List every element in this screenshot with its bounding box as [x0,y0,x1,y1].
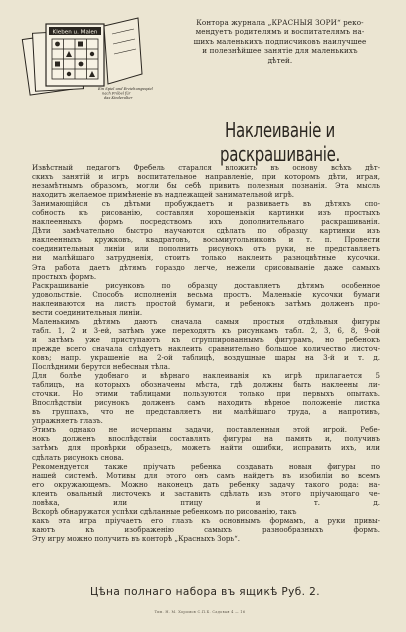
body-line: ловѣка, или птицу и т. д. [32,497,380,507]
printer-imprint: Тип. Н. М. Хоромов С.П.Б. Садовая 4 — 16 [154,610,246,614]
body-line: Вскорѣ обнаружатся успѣхи сдѣланные ребенкомъ по рисованію, такъ [32,506,297,516]
body-line: табл. 1, 2 и 3-ей, затѣмъ уже переходятъ къ рисункамъ табл. 2, 3, 6, 8, 9-ой [32,325,380,335]
body-line: Раскрашиваніе рисунковъ по образцу доставляетъ дѣтямъ особенное [32,280,380,290]
body-line: упражняетъ глазъ. [32,416,103,426]
body-line: находитъ желаемое примѣненіе въ надлежащей занимательной игрѣ. [32,190,294,200]
announcement [170,18,390,65]
body-line: Занимающійся съ дѣтьми пробуждаетъ и развиваетъ въ дѣтяхъ спо- [32,199,380,209]
body-line: Дѣти замѣчательно быстро научаются сдѣлать по образцу картинки изъ [32,226,380,236]
page-title: Наклеиваніе и раскрашиваніе. [219,118,340,167]
body-line: затѣмъ для провѣрки образецъ, можетъ найти ошибки, исправить ихъ, или [32,443,380,453]
body-line: и затѣмъ уже приступаютъ къ сгруппированнымъ фигурамъ, но ребенокъ [32,334,380,344]
body-line: Рекомендуется также пріучать ребенка создавать новыя фигуры по [32,461,380,471]
body-line: какъ эта игра пріучаетъ его глазъ къ основнымъ формамъ, а руки привы- [32,515,380,525]
body-line: клеить овальный листочекъ и заставить сдѣлать изъ этого пріучающаго че- [32,488,380,498]
body-line: ни малѣйшаго затрудненія, стоитъ только наклеить разноцвѣтные кусочки. [32,253,380,263]
body-line: его окружающемъ. Можно наконецъ дать ребенку задачу такого рода: на- [32,479,380,489]
announcement-line: мендуетъ родителямъ и воспитателямъ на- [195,27,365,37]
body-line: сдѣлать рисунокъ снова. [32,452,124,462]
body-line: собность къ рисованію, составляя хорошенькія картинки изъ простыхъ [32,208,380,218]
body-line: каютъ къ изображенію самыхъ разнообразныхъ формъ. [32,524,380,534]
announcement-line: Контора журнала „КРАСНЫЯ ЗОРИ“ реко- [196,18,364,27]
announcement-line: дѣтей. [267,55,293,65]
body-line: незамѣтнымъ образомъ, могли бы себѣ привить полезныя познанія. Эта мысль [32,181,380,191]
body-line: нашей системѣ. Мотивы для этого онъ самъ найдетъ въ изобиліи во всемъ [32,470,380,480]
body-line: наклеиваются на листъ простой бумаги, и ребенокъ затѣмъ долженъ про- [32,298,380,308]
body-line: нокъ долженъ впослѣдствіи составлять фигуры на память и, получивъ [32,434,380,444]
body-line: Эту игру можно получить въ конторѣ „Красныхъ Зорь“. [32,533,241,543]
body-line: удовольствіе. Способъ исполненія весьма простъ. Маленькіе кусочки бумаги [32,289,380,299]
caption-line-3: das Kinderalter [104,96,133,100]
body-line: Маленькимъ дѣтямъ даютъ сначала самыя простыя отдѣльныя фигуры [32,316,380,326]
price-line: Цѣна полнаго набора въ ящикѣ Руб. 2. [90,586,320,598]
announcement-line: шихъ маленькихъ подписчиковъ наилучшее [193,36,367,46]
body-line: сточки. Но этими таблицами пользуются только при первыхъ опытахъ. [32,389,380,399]
body-line: таблицъ, на которыхъ обозначены мѣста, гдѣ должны быть наклеены ли- [32,380,380,390]
caption-line-2: nach Fröbel für [102,91,131,96]
caption-line-1: Ein Spiel und Erziehungsspiel [98,87,153,91]
body-line: Этимъ однако не исчерпаны задачи, поставленныя этой игрой. Ребе- [32,425,380,435]
article-body [32,163,380,543]
body-line: Эта работа даетъ дѣтямъ гораздо легче, нежели срисовываніе даже самыхъ [32,262,380,272]
box-label: Kleben u. Malen [52,29,98,36]
body-line: Извѣстный педагогъ Фребель старался вложить въ основу всѣхъ дѣт- [32,163,380,172]
game-box-illustration [20,14,160,100]
body-line: въ группахъ, что не представляетъ ни малѣйшаго труда, а напротивъ, [32,407,380,417]
body-line: ковъ; напр. украшеніе на 2-ой таблицѣ, воздушные шары на 3-й и т. д. [32,352,380,362]
body-line: соединительныя линіи или пополнить рисунокъ отъ руки, не представляетъ [32,244,380,254]
body-line: прежде всего сначала слѣдуетъ наклеить сравнительно большое количество листоч- [32,343,380,353]
body-line: Для болѣе удобнаго и вѣрнаго наклеиванія къ игрѣ прилагается 5 [32,371,380,381]
body-line: Послѣдними берутся небесныя тѣла. [32,362,171,372]
body-line: вести соединительныя линіи. [32,307,143,317]
body-line: простыхъ формъ. [32,271,97,281]
body-line: наклеенныхъ кружковъ, квадратовъ, восьмиугольниковъ и т. п. Провести [32,235,380,245]
body-line: наклеенныхъ формъ посредствомъ ихъ дополнительнаго раскрашиванія. [32,217,380,227]
announcement-line: и полезнѣйшее занятіе для маленькихъ [202,46,358,56]
body-line: скихъ занятій и игръ воспитательное направленіе, при которомъ дѣти, играя, [32,172,380,182]
body-line: Впослѣдствіи рисунокъ долженъ самъ находить вѣрное положеніе листка [32,398,380,408]
